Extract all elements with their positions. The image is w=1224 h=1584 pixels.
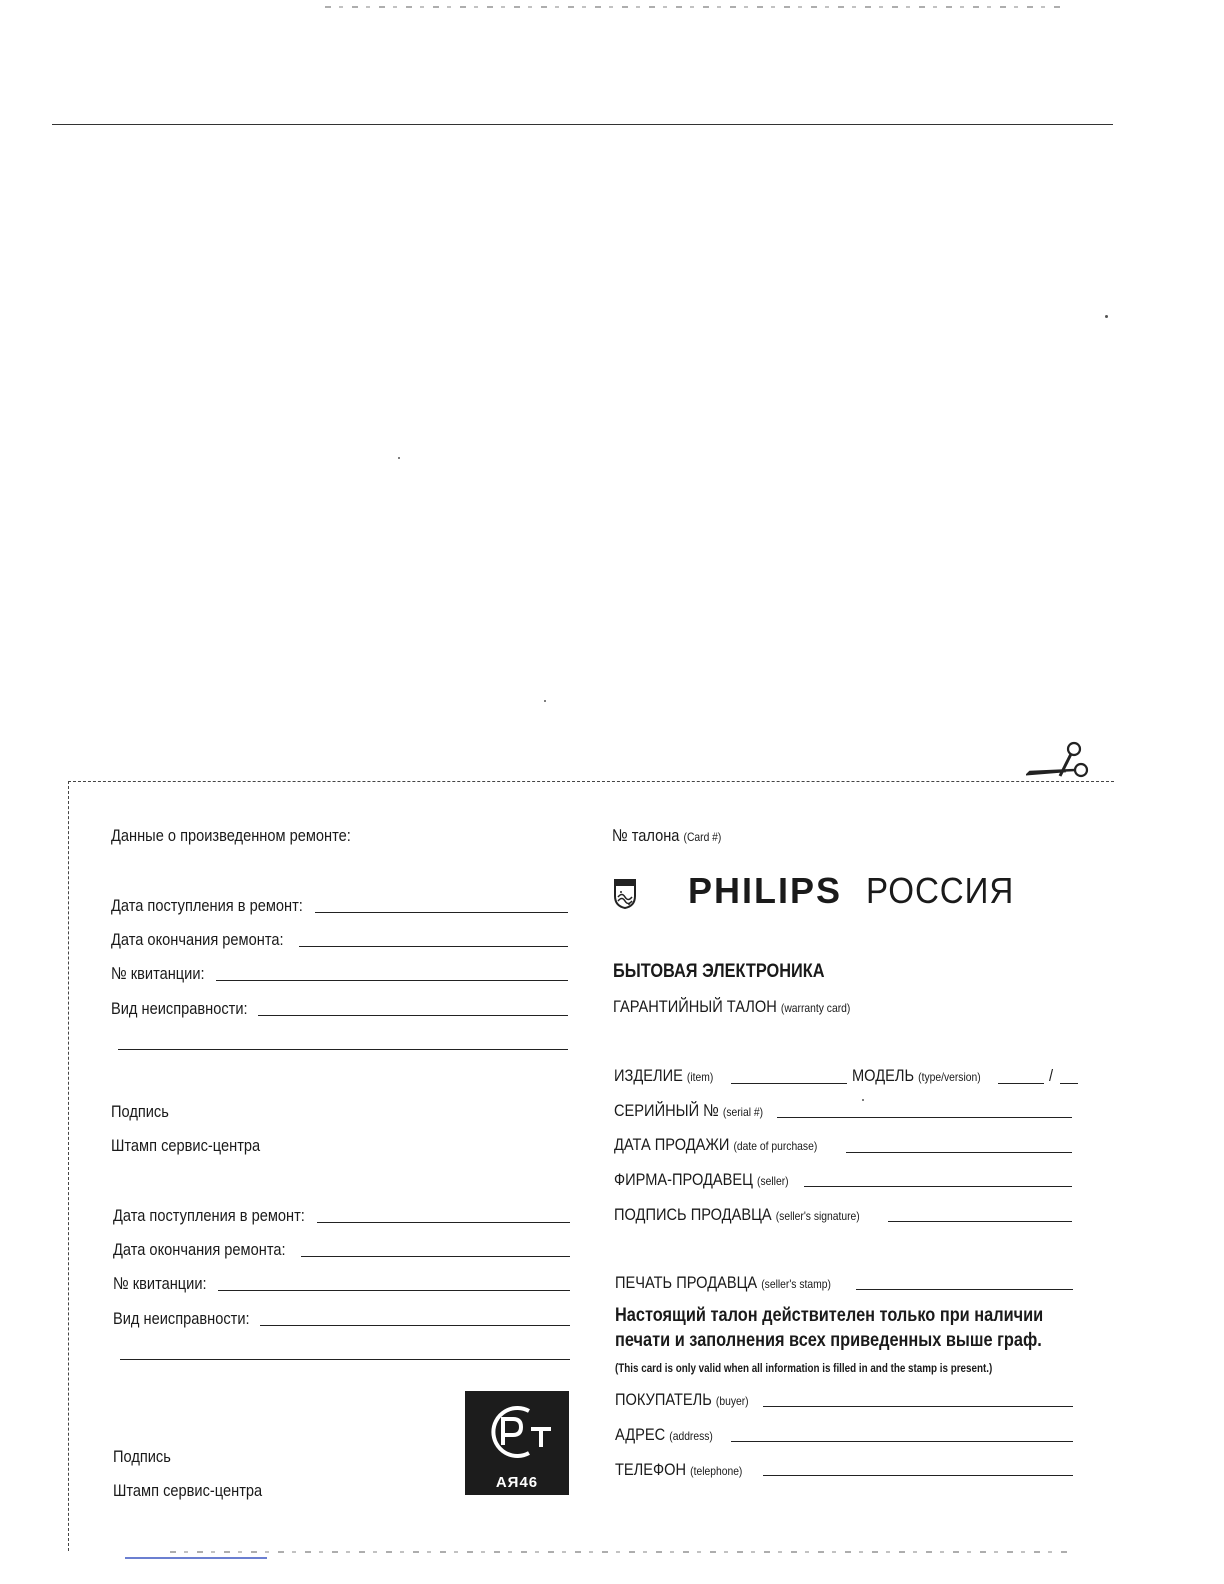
validity-notice-line1: Настоящий талон действителен только при наличии: [615, 1305, 1044, 1326]
card-number-label: [612, 826, 721, 847]
defect-type-field-1[interactable]: [258, 1015, 568, 1016]
purchase-date-field[interactable]: [846, 1152, 1072, 1153]
buyer-label: [615, 1390, 749, 1411]
certification-mark-icon: [465, 1391, 569, 1495]
signature-label-1: Подпись: [111, 1102, 169, 1121]
scan-noise-top: [325, 6, 1065, 8]
signature-label-2: Подпись: [113, 1447, 171, 1466]
purchase-date-label: [614, 1135, 817, 1156]
receipt-number-label-1: № квитанции:: [111, 964, 205, 983]
section-title: БЫТОВАЯ ЭЛЕКТРОНИКА: [613, 961, 825, 982]
seller-stamp-label: [615, 1273, 831, 1294]
warranty-ru: ГАРАНТИЙНЫЙ ТАЛОН: [613, 997, 777, 1016]
defect-type-label-1: Вид неисправности:: [111, 999, 248, 1018]
purchase-date-en: (date of purchase): [733, 1139, 818, 1153]
warranty-en: (warranty card): [780, 1001, 851, 1015]
model-label: [852, 1066, 981, 1087]
cut-line-left: [68, 781, 69, 1551]
cut-line: [68, 781, 1114, 782]
item-field[interactable]: [731, 1083, 847, 1084]
address-label: [615, 1425, 713, 1446]
card-number-ru: № талона: [612, 826, 680, 845]
service-stamp-label-2: Штамп сервис-центра: [113, 1481, 263, 1500]
seller-stamp-en: (seller's stamp): [761, 1277, 831, 1291]
receipt-number-field-1[interactable]: [216, 980, 568, 981]
validity-notice-line2: печати и заполнения всех приведенных выше граф.: [615, 1330, 1042, 1351]
serial-field[interactable]: [777, 1117, 1072, 1118]
item-label: [614, 1066, 713, 1087]
country-title: РОССИЯ: [866, 870, 1015, 911]
model-slash: /: [1049, 1066, 1054, 1085]
top-rule: [52, 124, 1113, 125]
scan-noise-bottom: [170, 1551, 1070, 1553]
warranty-card-title: [613, 997, 850, 1018]
seller-field[interactable]: [804, 1186, 1072, 1187]
received-date-label-2: Дата поступления в ремонт:: [113, 1206, 305, 1225]
service-stamp-label-1: Штамп сервис-центра: [111, 1136, 261, 1155]
seller-en: (seller): [757, 1174, 789, 1188]
finished-date-label-1: Дата окончания ремонта:: [111, 930, 284, 949]
received-date-label-1: Дата поступления в ремонт:: [111, 896, 303, 915]
phone-en: (telephone): [690, 1464, 743, 1478]
address-en: (address): [669, 1429, 713, 1443]
seller-label: [614, 1170, 789, 1191]
seller-signature-en: (seller's signature): [775, 1209, 860, 1223]
item-ru: ИЗДЕЛИЕ: [614, 1066, 683, 1085]
serial-ru: СЕРИЙНЫЙ №: [614, 1101, 719, 1120]
model-en: (type/version): [918, 1070, 981, 1084]
finished-date-field-2[interactable]: [301, 1256, 570, 1257]
seller-ru: ФИРМА-ПРОДАВЕЦ: [614, 1170, 753, 1189]
philips-shield-icon: [613, 878, 637, 910]
rst-symbol: [479, 1401, 555, 1463]
seller-signature-ru: ПОДПИСЬ ПРОДАВЦА: [614, 1205, 772, 1224]
repair-data-header: Данные о произведенном ремонте:: [111, 826, 351, 845]
speck: [1105, 315, 1108, 318]
receipt-number-label-2: № квитанции:: [113, 1274, 207, 1293]
phone-ru: ТЕЛЕФОН: [615, 1460, 687, 1479]
seller-stamp-field[interactable]: [856, 1289, 1073, 1290]
serial-label: [614, 1101, 763, 1122]
seller-signature-field[interactable]: [888, 1221, 1072, 1222]
speck: [862, 1099, 864, 1101]
scissors-icon: [1026, 740, 1092, 782]
defect-type-label-2: Вид неисправности:: [113, 1309, 250, 1328]
defect-type-field-2[interactable]: [260, 1325, 570, 1326]
seller-stamp-ru: ПЕЧАТЬ ПРОДАВЦА: [615, 1273, 758, 1292]
buyer-en: (buyer): [715, 1394, 749, 1408]
address-field[interactable]: [731, 1441, 1073, 1442]
address-ru: АДРЕС: [615, 1425, 666, 1444]
phone-field[interactable]: [763, 1475, 1073, 1476]
scan-underline: [125, 1557, 267, 1559]
card-number-en: (Card #): [683, 830, 722, 844]
validity-notice-en: (This card is only valid when all information is filled in and the stamp is present.): [615, 1361, 993, 1375]
defect-type-field-2b[interactable]: [120, 1359, 570, 1360]
brand-logo: PHILIPS: [688, 870, 843, 911]
received-date-field-1[interactable]: [315, 912, 568, 913]
seller-signature-label: [614, 1205, 860, 1226]
serial-en: (serial #): [722, 1105, 764, 1119]
receipt-number-field-2[interactable]: [218, 1290, 570, 1291]
defect-type-field-1b[interactable]: [118, 1049, 568, 1050]
buyer-field[interactable]: [763, 1406, 1073, 1407]
certification-code: АЯ46: [495, 1474, 539, 1491]
purchase-date-ru: ДАТА ПРОДАЖИ: [614, 1135, 730, 1154]
model-field[interactable]: [998, 1083, 1044, 1084]
received-date-field-2[interactable]: [317, 1222, 570, 1223]
finished-date-label-2: Дата окончания ремонта:: [113, 1240, 286, 1259]
phone-label: [615, 1460, 742, 1481]
buyer-ru: ПОКУПАТЕЛЬ: [615, 1390, 712, 1409]
speck: [398, 457, 400, 459]
speck: [544, 700, 546, 702]
model-ru: МОДЕЛЬ: [852, 1066, 915, 1085]
item-en: (item): [686, 1070, 714, 1084]
version-field[interactable]: [1060, 1083, 1078, 1084]
finished-date-field-1[interactable]: [299, 946, 568, 947]
